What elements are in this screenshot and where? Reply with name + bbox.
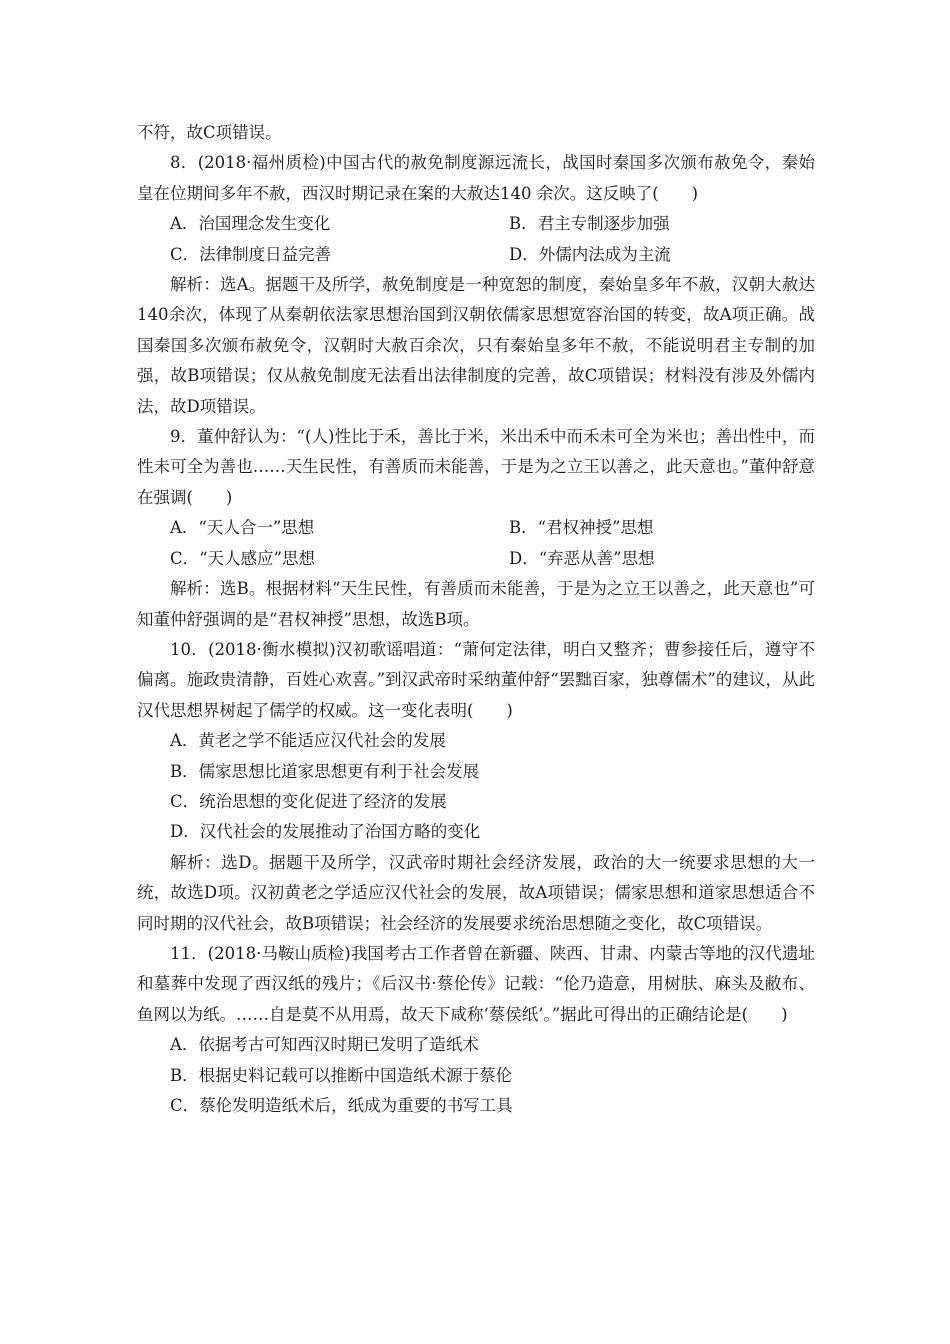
document-body: [137, 118, 815, 1121]
option-row: [137, 1030, 815, 1060]
option-c: C．法律制度日益完善: [170, 244, 332, 264]
option-a: A．依据考古可知西汉时期已发明了造纸术: [170, 1035, 479, 1055]
option-row: [137, 544, 815, 574]
option-b: B．儒家思想比道家思想更有利于社会发展: [170, 761, 480, 781]
option-a: A．黄老之学不能适应汉代社会的发展: [170, 731, 446, 751]
option-c: C．蔡伦发明造纸术后，纸成为重要的书写工具: [170, 1096, 513, 1115]
option-row: [137, 513, 815, 543]
question-9: [137, 422, 815, 635]
option-a: A．治国理念发生变化: [170, 214, 331, 234]
question-stem: 8．(2018·福州质检)中国古代的赦免制度源远流长，战国时秦国多次颁布赦免令，秦始皇在位期间多年不赦，西汉时期记录在案的大赦达140 余次。这反映了( ): [137, 153, 815, 203]
option-row: [137, 787, 815, 817]
option-row: [137, 209, 815, 239]
option-a: A．“天人合一”思想: [170, 518, 315, 538]
lead-text: 不符，故C项错误。: [137, 123, 282, 142]
option-d: D．“弃恶从善”思想: [509, 548, 655, 568]
option-c: C．统治思想的变化促进了经济的发展: [170, 791, 447, 811]
option-row: [137, 817, 815, 847]
option-row: [137, 1091, 815, 1121]
analysis-text: 解析：选D。据题干及所学，汉武帝时期社会经济发展，政治的大一统要求思想的大一统，故选D项。汉初黄老之学适应汉代社会的发展，故A项错误；儒家思想和道家思想适合不同时期的汉代社会，故B项错误；社会经济的发展要求统治思想随之变化，故C项错误。: [137, 852, 815, 933]
option-row: [137, 240, 815, 270]
analysis-text: 解析：选A。据题干及所学，赦免制度是一种宽恕的制度，秦始皇多年不赦，汉朝大赦达140余次，体现了从秦朝依法家思想治国到汉朝依儒家思想宽容治国的转变，故A项正确。战国秦国多次颁布赦免令，汉朝时大赦百余次，只有秦始皇多年不赦，不能说明君主专制的加强，故B项错误；仅从赦免制度无法看出法律制度的完善，故C项错误；材料没有涉及外儒内法，故D项错误。: [137, 275, 815, 416]
analysis-text: 解析：选B。根据材料“天生民性，有善质而未能善，于是为之立王以善之，此天意也”可知董仲舒强调的是“君权神授”思想，故选B项。: [137, 579, 815, 629]
option-b: B．君主专制逐步加强: [509, 214, 670, 234]
question-8: [137, 148, 815, 422]
question-stem: 11．(2018·马鞍山质检)我国考古工作者曾在新疆、陕西、甘肃、内蒙古等地的汉代遗址和墓葬中发现了西汉纸的残片；《后汉书·蔡伦传》记载：“伦乃造意，用树肤、麻头及敝布、鱼网以为纸。……自是莫不从用焉，故天下咸称‘蔡侯纸’。”据此可得出的正确结论是( ): [137, 943, 815, 1024]
question-11: [137, 939, 815, 1121]
option-row: [137, 757, 815, 787]
option-b: B．根据史料记载可以推断中国造纸术源于蔡伦: [170, 1065, 513, 1085]
option-d: D．汉代社会的发展推动了治国方略的变化: [170, 822, 481, 842]
option-c: C．“天人感应”思想: [170, 548, 315, 568]
question-stem: 9．董仲舒认为：“(人)性比于禾，善比于米，米出禾中而禾未可全为米也；善出性中，而性未可全为善也……天生民性，有善质而未能善，于是为之立王以善之，此天意也。”董仲舒意在强调( ): [137, 427, 815, 507]
option-row: [137, 1061, 815, 1091]
option-d: D．外儒内法成为主流: [509, 244, 671, 264]
question-stem: 10．(2018·衡水模拟)汉初歌谣唱道：“萧何定法律，明白又整齐；曹参接任后，遵守不偏离。施政贵清静，百姓心欢喜。”到汉武帝时采纳董仲舒“罢黜百家，独尊儒术”的建议，从此汉代思想界树起了儒学的权威。这一变化表明( ): [137, 639, 815, 720]
question-10: [137, 635, 815, 939]
option-b: B．“君权神授”思想: [509, 518, 654, 538]
option-row: [137, 726, 815, 756]
